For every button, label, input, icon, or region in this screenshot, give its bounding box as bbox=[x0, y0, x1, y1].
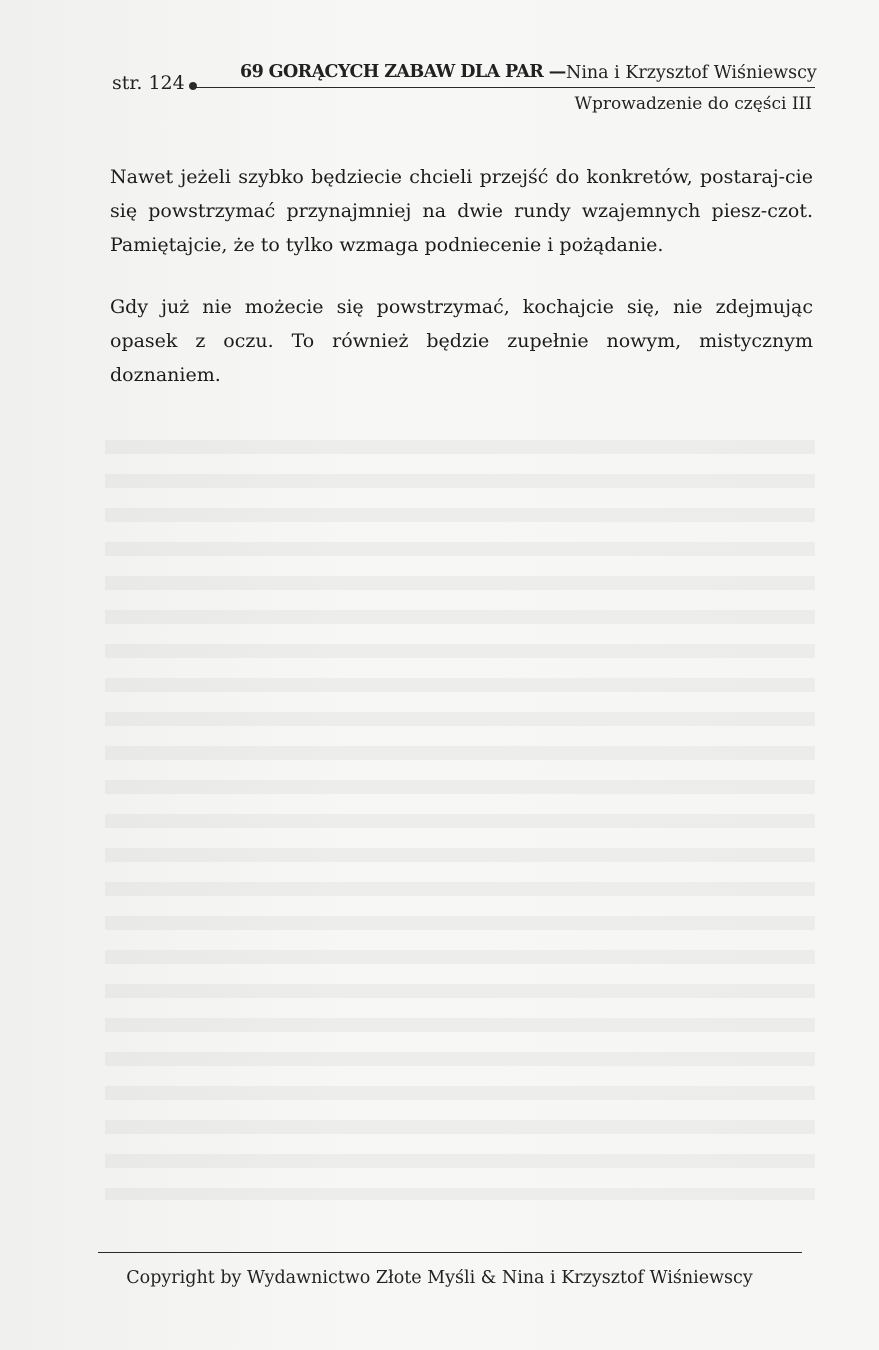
book-title-text: 69 GORĄCYCH ZABAW DLA PAR bbox=[240, 62, 544, 82]
book-title bbox=[240, 62, 566, 82]
page-number: str. 124 bbox=[112, 72, 185, 94]
footer-rule bbox=[98, 1252, 802, 1253]
header-bullet-icon bbox=[189, 82, 197, 90]
header-rule bbox=[195, 87, 815, 88]
paragraph: Gdy już nie możecie się powstrzymać, kochajcie się, nie zdejmując opasek z oczu. To również będzie zupełnie nowym, mistycznym doznaniem. bbox=[110, 296, 813, 386]
section-title: Wprowadzenie do części III bbox=[574, 94, 812, 114]
show-through-texture bbox=[105, 440, 815, 1200]
header-authors: Nina i Krzysztof Wiśniewscy bbox=[566, 63, 817, 83]
copyright-notice: Copyright by Wydawnictwo Złote Myśli & Nina i Krzysztof Wiśniewscy bbox=[126, 1268, 753, 1288]
title-separator: — bbox=[548, 62, 566, 82]
paragraph: Nawet jeżeli szybko będziecie chcieli przejść do konkretów, postaraj-cie się powstrzymać przynajmniej na dwie rundy wzajemnych piesz-czot. Pamiętajcie, że to tylko wzmaga podniecenie i pożądanie. bbox=[110, 166, 813, 256]
